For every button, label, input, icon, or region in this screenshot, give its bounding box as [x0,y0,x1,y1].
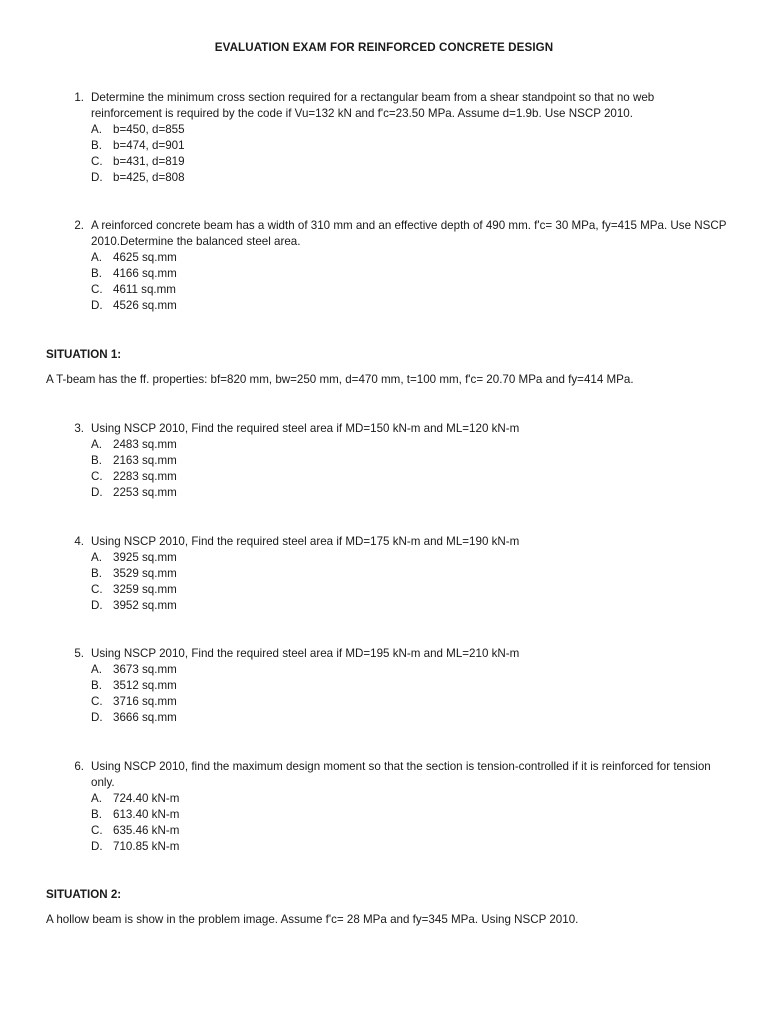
situation-1-text: A T-beam has the ff. properties: bf=820 mm, bw=250 mm, d=470 mm, t=100 mm, f'c= 20.70 MPa and fy=414 MPa. [46,373,634,386]
option-c [91,694,728,710]
option-letter: A. [91,251,102,264]
question-2 [64,218,728,314]
option-letter: B. [91,679,102,692]
question-4 [64,534,728,614]
option-c [91,469,728,485]
option-letter: A. [91,663,102,676]
situation-1-heading: SITUATION 1: [46,348,122,361]
option-a [91,250,728,266]
option-b [91,453,728,469]
option-d [91,298,728,314]
option-letter: C. [91,695,103,708]
option-letter: D. [91,599,103,612]
question-text: Using NSCP 2010, Find the required steel area if MD=150 kN-m and ML=120 kN-m [91,422,520,435]
situation-2-text: A hollow beam is show in the problem image. Assume f'c= 28 MPa and fy=345 MPa. Using NSCP 2010. [46,913,579,926]
question-number: 3. [74,422,84,435]
situation-2-heading: SITUATION 2: [46,888,122,901]
option-text: 3673 sq.mm [113,663,177,676]
question-6 [64,759,728,855]
option-b [91,566,728,582]
option-text: 710.85 kN-m [113,840,180,853]
option-text: 613.40 kN-m [113,808,180,821]
question-number: 5. [74,647,84,660]
option-text: 4625 sq.mm [113,251,177,264]
option-text: 3666 sq.mm [113,711,177,724]
question-number: 4. [74,535,84,548]
question-number: 6. [74,760,84,773]
exam-title: EVALUATION EXAM FOR REINFORCED CONCRETE DESIGN [214,41,554,54]
option-letter: B. [91,567,102,580]
option-text: 2253 sq.mm [113,486,177,499]
option-text: 4611 sq.mm [113,283,176,296]
option-text: 2483 sq.mm [113,438,177,451]
option-letter: A. [91,792,102,805]
option-letter: C. [91,283,103,296]
option-letter: D. [91,486,103,499]
option-text: 4526 sq.mm [113,299,177,312]
option-b [91,138,728,154]
question-3 [64,421,728,501]
option-a [91,122,728,138]
option-letter: C. [91,155,103,168]
option-d [91,598,728,614]
option-letter: A. [91,123,102,136]
option-text: b=474, d=901 [113,139,185,152]
question-number: 2. [74,219,84,232]
option-letter: D. [91,299,103,312]
option-text: 3952 sq.mm [113,599,177,612]
option-d [91,485,728,501]
option-b [91,807,728,823]
option-text: 2163 sq.mm [113,454,177,467]
option-letter: C. [91,583,103,596]
option-text: 4166 sq.mm [113,267,177,280]
option-c [91,282,728,298]
option-letter: C. [91,824,103,837]
option-a [91,791,728,807]
option-letter: B. [91,808,102,821]
option-text: b=425, d=808 [113,171,185,184]
option-text: 3529 sq.mm [113,567,177,580]
option-letter: D. [91,711,103,724]
option-letter: B. [91,139,102,152]
option-letter: C. [91,470,103,483]
option-text: b=431, d=819 [113,155,185,168]
option-d [91,710,728,726]
option-b [91,678,728,694]
option-c [91,582,728,598]
question-number: 1. [74,91,84,104]
option-letter: B. [91,267,102,280]
option-letter: B. [91,454,102,467]
option-text: 3716 sq.mm [113,695,177,708]
option-text: 3512 sq.mm [113,679,177,692]
question-1 [64,90,728,186]
option-letter: A. [91,438,102,451]
question-text: Using NSCP 2010, Find the required steel area if MD=195 kN-m and ML=210 kN-m [91,647,520,660]
question-text: A reinforced concrete beam has a width of 310 mm and an effective depth of 490 mm. f'c= 30 MPa, fy=415 MPa. Use NSCP 2010.Determine the balanced steel area. [91,219,727,248]
option-a [91,662,728,678]
option-c [91,154,728,170]
option-text: 3259 sq.mm [113,583,177,596]
question-text: Determine the minimum cross section required for a rectangular beam from a shear standpoint so that no web reinforcement is required by the code if Vu=132 kN and f'c=23.50 MPa. Assume d=1.9b. Use NSCP 2010. [91,91,655,120]
option-text: b=450, d=855 [113,123,185,136]
option-c [91,823,728,839]
option-a [91,437,728,453]
question-text: Using NSCP 2010, Find the required steel area if MD=175 kN-m and ML=190 kN-m [91,535,520,548]
option-a [91,550,728,566]
option-text: 635.46 kN-m [113,824,180,837]
option-text: 3925 sq.mm [113,551,177,564]
option-letter: D. [91,171,103,184]
question-5 [64,646,728,726]
option-letter: A. [91,551,102,564]
question-text: Using NSCP 2010, find the maximum design moment so that the section is tension-controlled if it is reinforced for tension only. [91,760,711,789]
option-text: 2283 sq.mm [113,470,177,483]
option-d [91,839,728,855]
option-letter: D. [91,840,103,853]
option-b [91,266,728,282]
option-d [91,170,728,186]
option-text: 724.40 kN-m [113,792,180,805]
